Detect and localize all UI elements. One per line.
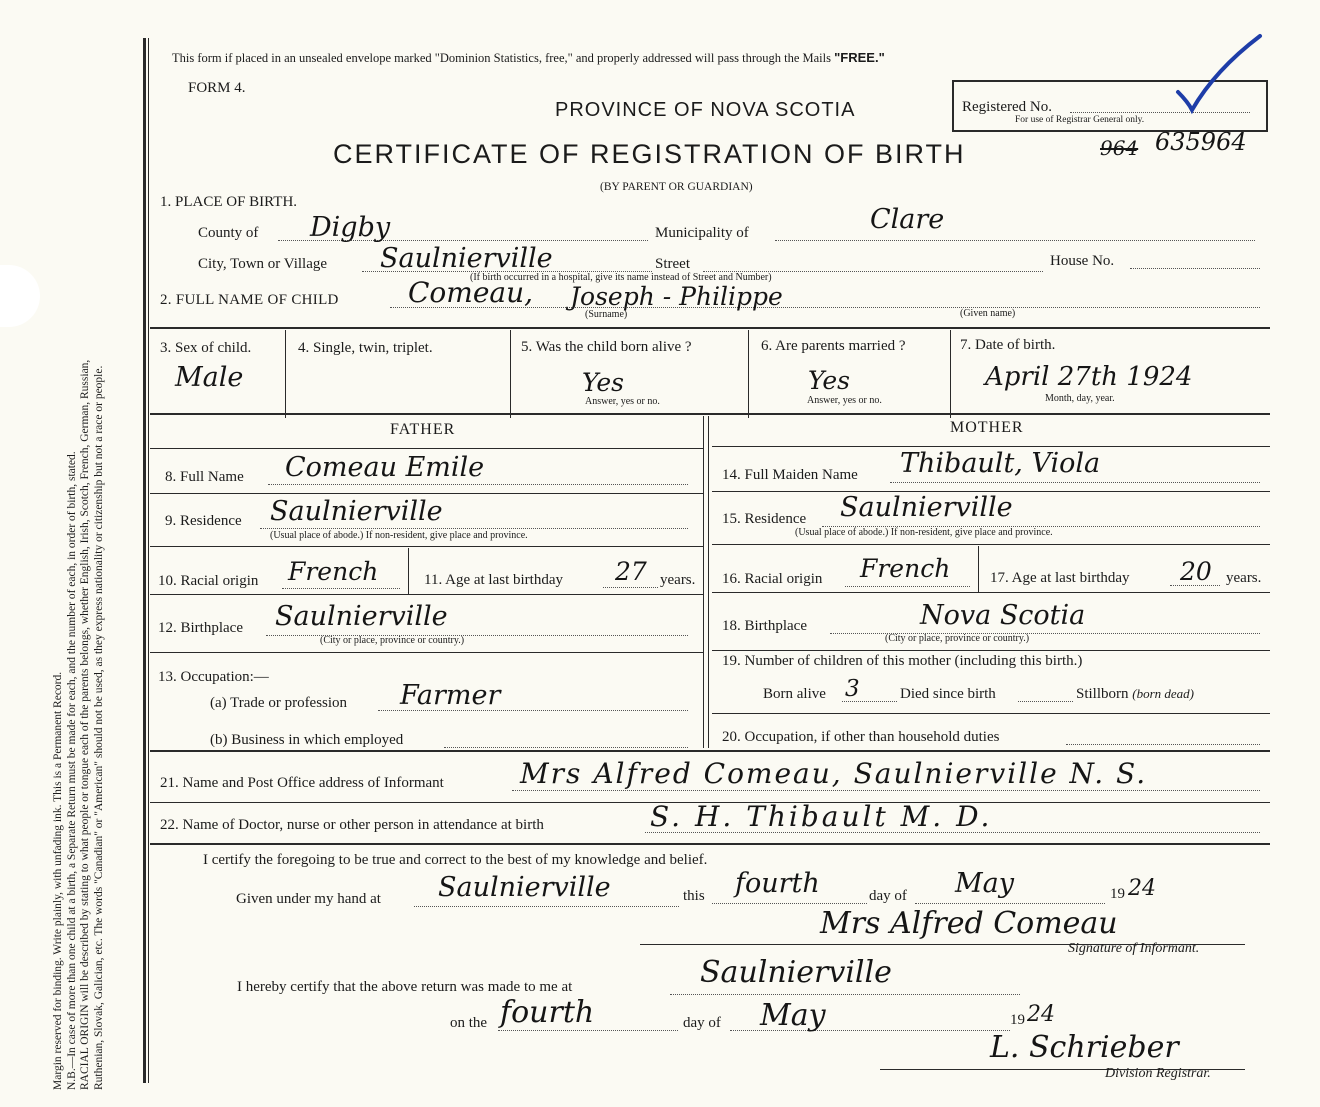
father-residence-note: (Usual place of abode.) If non-resident, give place and province. [270, 530, 528, 541]
form-number: FORM 4. [188, 80, 246, 96]
mother-racial-value: French [860, 554, 951, 583]
single-twin-label: 4. Single, twin, triplet. [298, 340, 433, 356]
mail-notice-text: This form if placed in an unsealed envelope marked "Dominion Statistics, free," and properly addressed will pass through the Mails [172, 51, 831, 65]
parents-married-value: Yes [808, 366, 850, 395]
mother-residence-value: Saulnierville [840, 492, 1013, 523]
mother-residence-note: (Usual place of abode.) If non-resident, give place and province. [795, 527, 1053, 538]
child-surname: Comeau, [408, 276, 534, 309]
father-birthplace-value: Saulnierville [275, 601, 448, 632]
occupation-label: 13. Occupation:— [158, 669, 269, 685]
hospital-note: (If birth occurred in a hospital, give its name instead of Street and Number) [470, 272, 772, 283]
day-of-label: day of [869, 888, 907, 904]
father-racial-label: 10. Racial origin [158, 573, 259, 589]
child-given-name: Joseph - Philippe [570, 282, 783, 311]
stillborn-label [1076, 686, 1194, 703]
city-value: Saulnierville [380, 243, 553, 274]
sex-label: 3. Sex of child. [160, 340, 252, 356]
binding-margin-line [143, 38, 146, 1083]
child-name-label: 2. FULL NAME OF CHILD [160, 292, 339, 308]
date-note: Month, day, year. [1045, 393, 1115, 404]
father-residence-label: 9. Residence [165, 513, 242, 529]
father-racial-value: French [288, 557, 379, 586]
answer-note: Answer, yes or no. [585, 396, 660, 407]
certify-statement: I certify the foregoing to be true and correct to the best of my knowledge and belief. [203, 852, 708, 868]
father-name-value: Comeau Emile [285, 452, 485, 483]
business-label: (b) Business in which employed [210, 732, 404, 748]
mother-residence-label: 15. Residence [722, 511, 807, 527]
punch-hole [0, 265, 40, 327]
children-count-label: 19. Number of children of this mother (including this birth.) [722, 653, 1083, 669]
born-alive-count-value: 3 [845, 676, 860, 702]
died-since-birth-label: Died since birth [900, 686, 996, 702]
registration-number: 635964 [1155, 128, 1247, 156]
born-alive-value: Yes [582, 368, 624, 397]
mother-birthplace-note: (City or place, province or country.) [885, 633, 1030, 644]
given-under-label: Given under my hand at [236, 891, 381, 907]
stillborn-note: (born dead) [1132, 686, 1195, 701]
given-name-note: (Given name) [960, 308, 1016, 319]
mother-name-value: Thibault, Viola [900, 448, 1101, 479]
county-value: Digby [310, 212, 391, 243]
given-month-value: May [955, 868, 1014, 899]
father-age-value: 27 [615, 557, 647, 586]
checkmark-icon [1170, 30, 1265, 120]
mail-notice-free: "FREE." [834, 50, 885, 65]
trade-label: (a) Trade or profession [210, 695, 348, 711]
mother-heading: MOTHER [950, 419, 1024, 436]
margin-line: Margin reserved for binding. Write plainly, with unfading ink. This is a Permanent Record. [52, 671, 64, 1090]
father-name-label: 8. Full Name [165, 469, 244, 485]
margin-line: Ruthenian, Slovak, Galician, etc. The words "Canadian" or "American" should not be used, as they express nationality or citizenship but not a race or people. [92, 365, 105, 1090]
stillborn-label-text: Stillborn [1076, 686, 1129, 702]
page-subtitle: (BY PARENT OR GUARDIAN) [600, 181, 753, 193]
given-place-value: Saulnierville [438, 872, 611, 903]
born-alive-count-label: Born alive [763, 686, 826, 702]
father-birthplace-label: 12. Birthplace [158, 620, 243, 636]
doctor-label: 22. Name of Doctor, nurse or other person in attendance at birth [160, 817, 544, 833]
province-heading: PROVINCE OF NOVA SCOTIA [555, 99, 856, 121]
on-the-label: on the [450, 1015, 488, 1031]
date-of-birth-label: 7. Date of birth. [960, 337, 1056, 353]
street-label: Street [655, 256, 690, 272]
margin-instructions [52, 20, 106, 1090]
registrar-year-suffix: 24 [1027, 1002, 1055, 1027]
mother-name-label: 14. Full Maiden Name [722, 467, 858, 483]
registrar-month-value: May [760, 998, 826, 1033]
registrar-statement: I hereby certify that the above return was made to me at [237, 979, 573, 995]
date-of-birth-value: April 27th 1924 [985, 362, 1193, 392]
registrar-day-of-label: day of [683, 1015, 721, 1031]
informant-signature-label: Signature of Informant. [1068, 941, 1200, 956]
informant-signature: Mrs Alfred Comeau [820, 906, 1118, 941]
sex-value: Male [175, 362, 244, 393]
registrar-signature: L. Schrieber [990, 1030, 1179, 1065]
doctor-value: S. H. Thibault M. D. [650, 800, 993, 833]
page-title: CERTIFICATE OF REGISTRATION OF BIRTH [333, 139, 966, 169]
mother-birthplace-value: Nova Scotia [920, 600, 1086, 631]
registrar-place-value: Saulnierville [700, 955, 892, 990]
trade-value: Farmer [400, 680, 501, 711]
registration-number-struck: 964 [1100, 136, 1139, 160]
margin-line: RACIAL ORIGIN will be described by stating to what people or tongue each of the parents belongs, whether English, Irish, Scotch, French, German, Russian, [79, 359, 91, 1090]
mother-racial-label: 16. Racial origin [722, 571, 823, 587]
informant-value: Mrs Alfred Comeau, Saulnierville N. S. [520, 757, 1148, 790]
mother-occupation-label: 20. Occupation, if other than household duties [722, 729, 1000, 745]
parents-married-label: 6. Are parents married ? [761, 338, 906, 354]
city-label: City, Town or Village [198, 256, 328, 272]
binding-margin-line-inner [148, 38, 149, 1083]
place-of-birth-label: 1. PLACE OF BIRTH. [160, 194, 298, 210]
mother-birthplace-label: 18. Birthplace [722, 618, 807, 634]
registrar-day-value: fourth [500, 995, 595, 1030]
mother-age-value: 20 [1180, 557, 1212, 586]
margin-line: N.B.—In case of more than one child at a birth, a Separate Return must be made for each, and the number of each, in order of birth, stated. [65, 451, 78, 1090]
given-year-prefix: 19 [1110, 886, 1125, 902]
registered-label: Registered No. [962, 99, 1052, 115]
mother-years-label: years. [1226, 570, 1262, 586]
house-number-label: House No. [1050, 253, 1115, 269]
father-age-label: 11. Age at last birthday [424, 572, 563, 588]
county-label: County of [198, 225, 259, 241]
father-heading: FATHER [390, 421, 456, 438]
mother-age-label: 17. Age at last birthday [990, 570, 1130, 586]
born-alive-label: 5. Was the child born alive ? [521, 339, 692, 355]
answer-note: Answer, yes or no. [807, 395, 882, 406]
surname-note: (Surname) [585, 309, 628, 320]
municipality-value: Clare [870, 204, 945, 235]
registrar-signature-label: Division Registrar. [1105, 1066, 1211, 1081]
municipality-label: Municipality of [655, 225, 749, 241]
given-year-suffix: 24 [1128, 876, 1156, 901]
given-day-value: fourth [735, 868, 820, 899]
father-birthplace-note: (City or place, province or country.) [320, 635, 465, 646]
registrar-year-prefix: 19 [1010, 1012, 1025, 1028]
registered-note: For use of Registrar General only. [1015, 115, 1145, 125]
father-residence-value: Saulnierville [270, 496, 443, 527]
father-years-label: years. [660, 572, 696, 588]
informant-label: 21. Name and Post Office address of Informant [160, 775, 444, 791]
mail-notice [172, 50, 885, 66]
this-label: this [683, 888, 705, 904]
